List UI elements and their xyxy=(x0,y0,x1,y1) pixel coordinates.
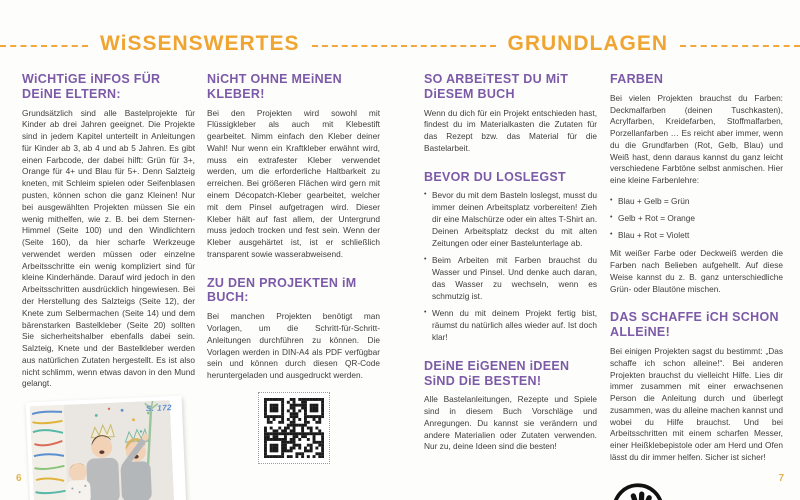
paragraph-projects: Bei manchen Projekten benötigt man Vorlagen, um die Schritt-für-Schritt-Anleitungen durchführen zu können. Die Vorlagen werden in DIN-A4 als PDF verfügbar sein und können durch diesen QR-Code heruntergeladen und ausgedruckt werden. xyxy=(207,311,380,381)
photo-page-reference: S. 172 xyxy=(145,403,173,414)
right-page-chapter-title: GRUNDLAGEN xyxy=(507,32,668,55)
list-item: • Wenn du mit deinem Projekt fertig bist, räumst du natürlich alles wieder auf. Ist doch klar! xyxy=(424,308,597,343)
kids-photo-illustration xyxy=(30,400,174,500)
color-mix-item: • Gelb + Rot = Orange xyxy=(610,213,783,225)
section-heading-before-start: BEVOR DU LOSLEGST xyxy=(424,169,566,184)
section-heading-colors: FARBEN xyxy=(610,72,664,86)
dashed-divider xyxy=(680,45,800,47)
paragraph-how-to-use: Wenn du dich für ein Projekt entschieden hast, findest du im Materialkasten die Zutaten für das Rezept bzw. das Material für die Bastelarbeit. xyxy=(424,107,597,153)
right-page-column-2 xyxy=(610,72,783,500)
paragraph-parents-info: Grundsätzlich sind alle Bastelprojekte für Kinder ab drei Jahren geeignet. Die Projekte sind in jedem Kapitel unterteilt in Anleitungen für Kinder ab 3, ab 4 und ab 5 Jahren. Es gibt einen Farbcode, der dabei hilft: Grün für 3+, Orange für 4+ und Blau für 5+. Denn Salzteig kneten, mit Schleim spielen oder Seifenblasen pusten, können schon die ganz Kleinen! Nur bei ausgewählten Projekten müssen Sie ein wenig mithelfen, wie z. B. bei dem Sternen-Himmel (Seite 100) und den Windlichtern (Seite 160), da hier scharfe Werkzeuge verwendet werden müssen oder einzelne Arbeitsschritte ein wenig kompliziert sind für kleine Kinderhände. Darauf wird jedoch in den Arbeitsschritten ausdrücklich hingewiesen. Bei der Herstellung des Salzteigs (Seite 12), der Knete zum Selbermachen (Seite 14) und dem bärenstarken Bastelkleber (Seite 20) sollten Sie sicherheitshalber ebenfalls dabei sein. Salzteig, Knete und der Bastelkleber werden aus natürlichen Zutaten hergestellt. Es ist also nicht schlimm, wenn etwas davon in den Mund gelangt. xyxy=(22,107,195,389)
paragraph-white-color: Mit weißer Farbe oder Deckweiß werden die Farben nach Belieben aufgehellt. Auf diese Weise kannst du z. B. ganz unterschiedliche Grün- oder Blautöne mischen. xyxy=(610,248,783,294)
helping-hands-icon xyxy=(610,481,666,500)
section-heading-how-to-use: SO ARBEiTEST DU MiT DiESEM BUCH xyxy=(424,72,569,101)
chapter-header-band xyxy=(0,34,800,58)
paragraph-on-my-own: Bei einigen Projekten sagst du bestimmt: „Das schaffe ich schon alleine!“. Bei anderen Projekten brauchst du vielleicht Hilfe. Lies dir immer zusammen mit einer erwachsenen Person die Anleitung durch und überlegt zusammen, was du alleine machen kannst und wobei du Hilfe brauchst. Und bei Arbeitsschritten mit einem scharfen Messer, einer Heißklebepistole oder am Herd und Ofen lässt du dir immer helfen. Sicher ist sicher! xyxy=(610,345,783,462)
section-heading-own-ideas: DEiNE EiGENEN iDEEN SiND DiE BESTEN! xyxy=(424,358,570,388)
section-heading-parents-info: WiCHTiGE iNFOS FÜR DEiNE ELTERN: xyxy=(22,72,161,101)
left-page-column-2 xyxy=(207,72,380,464)
dashed-divider xyxy=(312,45,496,47)
color-mix-item: • Blau + Rot = Violett xyxy=(610,230,783,242)
right-page-column-1 xyxy=(424,72,597,453)
paragraph-own-ideas: Alle Bastelanleitungen, Rezepte und Spiele sind in diesem Buch Vorschläge und Anregungen. Du kannst sie verändern und andere Materialien oder Zutaten verwenden. Nur zu, deine Ideen sind die besten! xyxy=(424,394,597,452)
left-page-chapter-title: WiSSENSWERTES xyxy=(100,32,300,55)
left-page-column-1 xyxy=(22,72,195,500)
paragraph-glue: Bei den Projekten wird sowohl mit Flüssigkleber als auch mit Klebestift gearbeitet. Nimm einfach den Kleber deiner Wahl! Nur wenn ein Kraftkleber erwähnt wird, muss ein extrafester Kleber verwendet werden, um die erforderliche Haltbarkeit zu erreichen. Bei größeren Flächen wird gern mit einem Décopatch-Kleber gearbeitet, welcher mit dem Pinsel aufgetragen wird. Dieser Kleber hält auf fast allem, der Untergrund muss jedoch trocken und fest sein. Wenn der Kleber ausgehärtet ist, ist er schließlich transparent sowie wasserabweisend. xyxy=(207,107,380,259)
page-number-right: 7 xyxy=(778,473,784,484)
page-number-left: 6 xyxy=(16,473,22,484)
color-mix-item: • Blau + Gelb = Grün xyxy=(610,196,783,208)
kids-photo xyxy=(26,396,187,500)
list-item: • Beim Arbeiten mit Farben brauchst du Wasser und Pinsel. Und denke auch daran, das Wasser zu wechseln, wenn es schmutzig ist. xyxy=(424,255,597,302)
qr-code xyxy=(258,392,330,464)
section-heading-on-my-own: DAS SCHAFFE iCH SCHON ALLEiNE! xyxy=(610,310,779,340)
dashed-divider xyxy=(0,45,88,47)
list-item: • Bevor du mit dem Basteln loslegst, musst du immer deinen Arbeitsplatz vorbereiten! Zieh dir eine Malschürze oder ein altes T-Shirt an. Deinen Arbeitsplatz deckst du mit alten Zeitungen oder einer Bastelunterlage ab. xyxy=(424,190,597,249)
paragraph-colors: Bei vielen Projekten brauchst du Farben: Deckmalfarben (deinen Tuschkasten), Acrylfarben, Kreidefarben, Stoffmalfarben, Porzellanfarben … Es reicht aber immer, wenn du die Grundfarben (Rot, Gelb, Blau) und Weiß hast, denn daraus kannst du ganz leicht verschiedene Farbtöne selbst anmischen. Hier eine kleine Farbenlehre: xyxy=(610,92,783,186)
section-heading-projects: ZU DEN PROJEKTEN iM BUCH: xyxy=(207,275,357,305)
section-heading-glue: NiCHT OHNE MEiNEN KLEBER! xyxy=(207,72,342,101)
